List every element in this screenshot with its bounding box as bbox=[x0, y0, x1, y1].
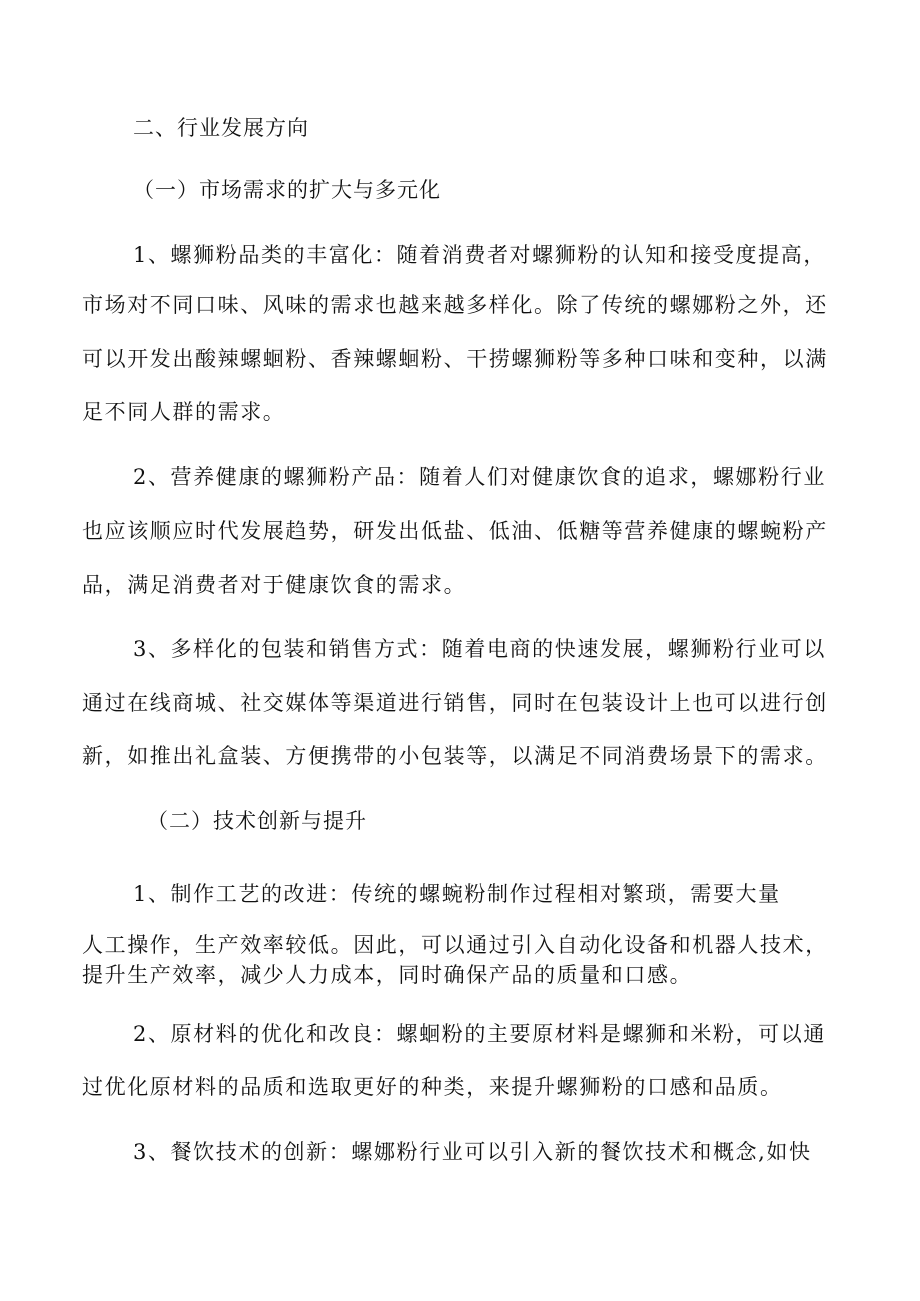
paragraph-line: 可以开发出酸辣螺蛔粉、香辣螺蛔粉、干捞螺狮粉等多种口味和变种，以满 bbox=[82, 347, 828, 371]
paragraph-line: 3、餐饮技术的创新：螺娜粉行业可以引入新的餐饮技术和概念,如快 bbox=[133, 1140, 812, 1164]
paragraph-line: 品，满足消费者对于健康饮食的需求。 bbox=[82, 573, 467, 597]
paragraph-line: 2、原材料的优化和改良：螺蛔粉的主要原材料是螺狮和米粉，可以通 bbox=[133, 1022, 826, 1046]
paragraph-line: 1、螺狮粉品类的丰富化：随着消费者对螺狮粉的认知和接受度提高， bbox=[133, 243, 826, 267]
subsection-title-market: （一）市场需求的扩大与多元化 bbox=[133, 178, 441, 202]
paragraph-line: 过优化原材料的品质和选取更好的种类，来提升螺狮粉的口感和品质。 bbox=[82, 1075, 783, 1099]
paragraph-line: 3、多样化的包装和销售方式：随着电商的快速发展，螺狮粉行业可以 bbox=[133, 637, 826, 661]
paragraph-line: 市场对不同口味、风味的需求也越来越多样化。除了传统的螺娜粉之外，还 bbox=[82, 293, 828, 317]
paragraph-line: 人工操作，生产效率较低。因此，可以通过引入自动化设备和机器人技术， bbox=[82, 933, 828, 957]
paragraph-line: 通过在线商城、社交媒体等渠道进行销售，同时在包装设计上也可以进行创 bbox=[82, 691, 828, 715]
section-heading: 二、行业发展方向 bbox=[133, 116, 309, 140]
paragraph-line: 也应该顺应时代发展趋势，研发出低盐、低油、低糖等营养健康的螺蜿粉产 bbox=[82, 519, 828, 543]
paragraph-line: 1、制作工艺的改进：传统的螺蜿粉制作过程相对繁琐，需要大量 bbox=[133, 882, 781, 906]
subsection-title-tech: （二）技术创新与提升 bbox=[147, 809, 367, 833]
paragraph-line: 新，如推出礼盒装、方便携带的小包装等，以满足不同消费场景下的需求。 bbox=[82, 744, 828, 768]
paragraph-line: 2、营养健康的螺狮粉产品：随着人们对健康饮食的追求，螺娜粉行业 bbox=[133, 465, 826, 489]
paragraph-line: 提升生产效率，减少人力成本，同时确保产品的质量和口感。 bbox=[82, 963, 693, 987]
paragraph-line: 足不同人群的需求。 bbox=[82, 400, 286, 424]
